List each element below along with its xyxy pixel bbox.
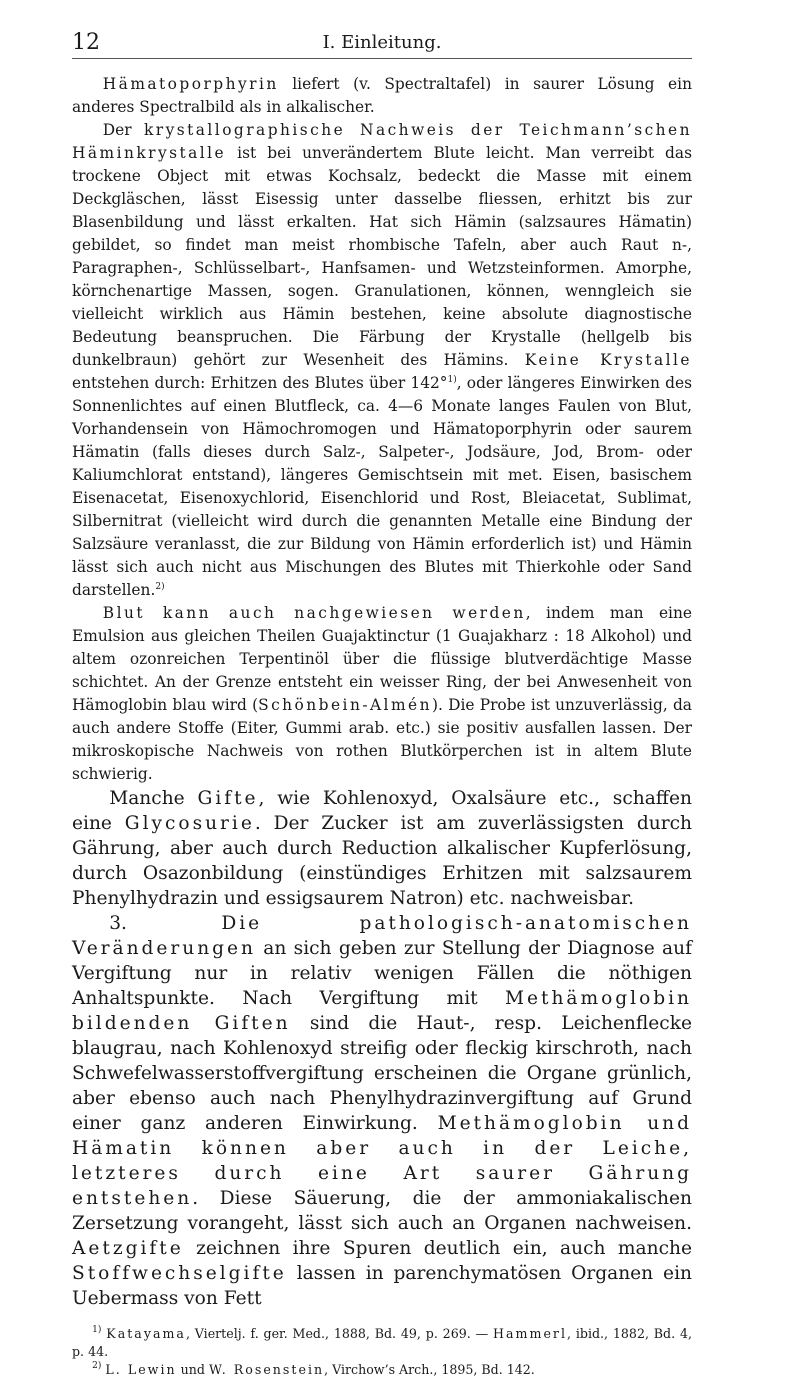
paragraph-crystal-test: [72, 119, 692, 602]
page-number: 12: [72, 30, 100, 55]
spaced-term: Methämoglobin und Hämatin können aber auch in der Leiche, letzteres durch eine Art saurer Gährung entstehen: [72, 1113, 692, 1209]
text-run: an sich geben zur Stellung der Diagnose auf Vergiftung nur in relativ wenigen Fällen die nöthigen Anhaltspunkte. Nach Vergiftung mit: [72, 938, 692, 1009]
author-name: L. Lewin: [105, 1362, 177, 1377]
spaced-term: Keine Krystalle: [524, 351, 693, 369]
body-text-large: [72, 786, 692, 1311]
paragraph-haematoporphyrin: [72, 73, 692, 119]
spaced-term: Blut kann auch nachgewiesen werden: [102, 604, 526, 622]
text-run: ). Die Probe ist unzuverlässig, da auch andere Stoffe (Eiter, Gummi arab. etc.) sie positiv ausfallen lassen. Der mikroskopische Nachweis von rothen Blutkörperchen ist in altem Blute schwierig.: [72, 696, 692, 783]
text-run: lassen in parenchymatösen Organen ein Uebermass von Fett: [72, 1263, 692, 1309]
running-head: [72, 24, 692, 59]
footnote-ref: 1): [447, 375, 457, 385]
spaced-term: Glycosurie: [124, 813, 255, 834]
paragraph-pathology: [72, 911, 692, 1311]
text-run: 3.: [109, 913, 222, 934]
text-run: zeichnen ihre Spuren deutlich ein, auch manche: [183, 1238, 692, 1259]
footnote-ref: 2): [155, 582, 165, 592]
text-run: ist bei unverändertem Blute leicht. Man verreibt das trockene Object mit etwas Kochsalz, bedeckt die Masse mit einem Deckgläschen, lässt Eisessig unter dasselbe fliessen, erhitzt bis zur Blasenbildung und lässt erkalten. Hat sich Hämin (salzsaures Hämatin) gebildet, so findet man meist rhombische Tafeln, aber auch Raut n-, Paragraphen-, Schlüsselbart-, Hanfsamen- und Wetzsteinformen. Amorphe, körnchenartige Massen, sogen. Granulationen, können, wenngleich sie vielleicht wirklich aus Hämin bestehen, keine absolute diagnostische Bedeutung beanspruchen. Die Färbung der Krystalle (hellgelb bis dunkelbraun) gehört zur Wesenheit des Hämins.: [72, 144, 692, 369]
text-run: , oder längeres Einwirken des Sonnenlichtes auf einen Blutfleck, ca. 4—6 Monate langes Faulen von Blut, Vorhandensein von Hämochromogen und Hämatoporphyrin oder saurem Hämatin (falls dieses durch Salz-, Salpeter-, Jodsäure, Jod, Brom- oder Kaliumchlorat entstand), längeres Gemischtsein mit met. Eisen, basischem Eisenacetat, Eisenoxychlorid, Eisenchlorid und Rost, Bleiacetat, Sublimat, Silbernitrat (vielleicht wird durch die genannten Metalle eine Bindung der Salzsäure veranlasst, die zur Bildung von Hämin erforderlich ist) und Hämin lässt sich auch nicht aus Mischungen des Blutes mit Thierkohle oder Sand darstellen.: [72, 374, 692, 599]
paragraph-glycosuria: [72, 786, 692, 911]
text-run: und: [176, 1362, 209, 1377]
footnote-mark: 1): [92, 1325, 102, 1335]
text-run: , wie Kohlenoxyd, Oxalsäure etc., schaffen eine: [72, 788, 692, 834]
text-run: Manche: [109, 788, 198, 809]
footnote-mark: 2): [92, 1361, 102, 1371]
spaced-term: Aetzgifte: [72, 1238, 184, 1259]
spaced-term: Hämatoporphyrin: [102, 75, 279, 93]
spaced-term: Methämoglobin bildenden Giften: [72, 988, 692, 1034]
text-run: , ibid., 1882, Bd. 4, p. 44.: [72, 1326, 692, 1359]
running-title: I. Einleitung.: [322, 32, 442, 53]
author-name: W. Rosenstein: [208, 1362, 325, 1377]
footnote-1: [72, 1325, 692, 1361]
text-run: , Viertelj. f. ger. Med., 1888, Bd. 49, p. 269. —: [185, 1326, 494, 1341]
text-run: entstehen durch: Erhitzen des Blutes über 142°: [72, 374, 448, 392]
spaced-term: Stoffwechselgifte: [72, 1263, 287, 1284]
text-run: , indem man eine Emulsion aus gleichen Theilen Guajaktinctur (1 Guajakharz : 18 Alkohol) und altem ozonreichen Terpentinöl über die flüssige blutverdächtige Masse schichtet. An der Grenze entsteht ein weisser Ring, der bei Anwesenheit von Hämoglobin blau wird (: [72, 604, 692, 714]
spaced-term: krystallographische Nachweis der Teichmann’schen Häminkrystalle: [72, 121, 692, 162]
footnotes: [72, 1325, 692, 1379]
spaced-term: Gifte: [197, 788, 259, 809]
text-run: . Diese Säuerung, die der ammoniakalischen Zersetzung vorangeht, lässt sich auch an Organen nachweisen.: [72, 1188, 692, 1234]
author-name: Hammerl: [493, 1326, 568, 1341]
text-run: , Virchow’s Arch., 1895, Bd. 142.: [324, 1362, 535, 1377]
text-run: Der: [102, 121, 144, 139]
spaced-term: Die pathologisch-anatomischen Veränderungen: [72, 913, 692, 959]
footnote-2: [72, 1361, 692, 1379]
text-run: . Der Zucker ist am zuverlässigsten durch Gährung, aber auch durch Reduction alkalischer Kupferlösung, durch Osazonbildung (einstündiges Erhitzen mit salzsaurem Phenylhydrazin und essigsaurem Natron) etc. nachweisbar.: [72, 813, 692, 909]
book-page: [72, 24, 692, 1379]
spaced-term: Schönbein-Almén: [258, 696, 432, 714]
text-run: sind die Haut-, resp. Leichenflecke blaugrau, nach Kohlenoxyd streifig oder fleckig kirschroth, nach Schwefelwasserstoffvergiftung erscheinen die Organe grünlich, aber ebenso auch nach Phenylhydrazinvergiftung auf Grund einer ganz anderen Einwirkung.: [72, 1013, 692, 1134]
body-text: [72, 73, 692, 786]
text-run: liefert (v. Spectraltafel) in saurer Lösung ein anderes Spectralbild als in alkalischer.: [72, 75, 692, 116]
author-name: Katayama: [106, 1326, 186, 1341]
paragraph-blood-detection: [72, 602, 692, 786]
